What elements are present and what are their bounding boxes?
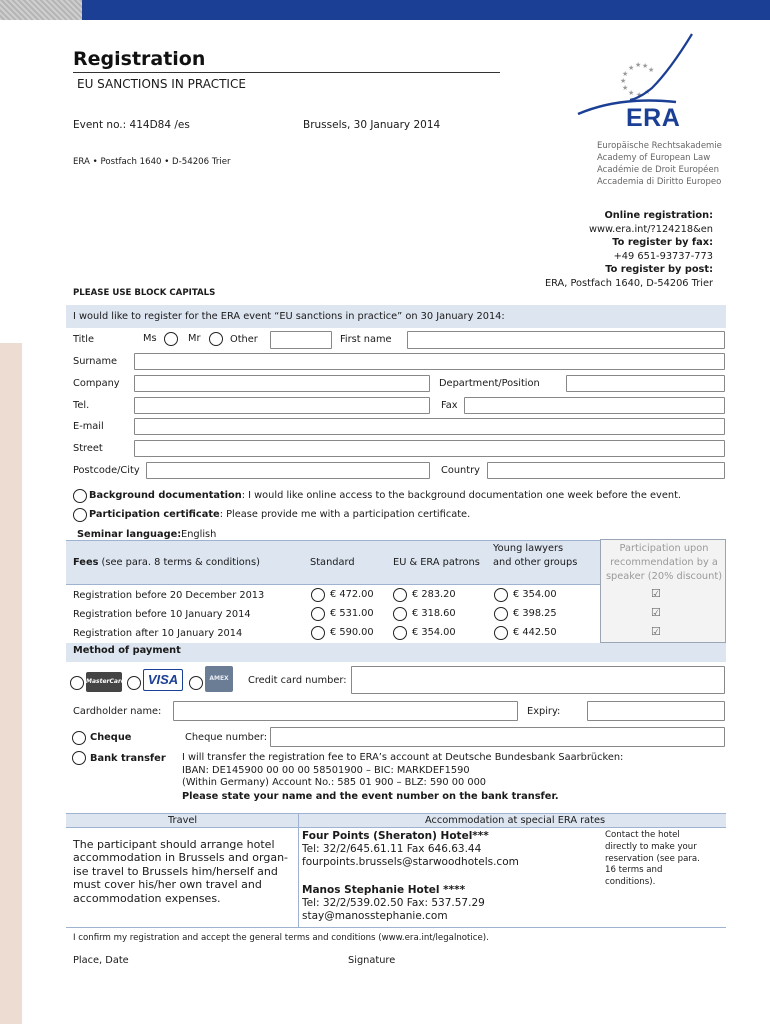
company-label: Company (73, 378, 120, 389)
first-name-input[interactable] (407, 331, 725, 349)
confirm-text: I confirm my registration and accept the general terms and conditions (www.era.int/legalnotice). (73, 933, 489, 943)
svg-text:★: ★ (642, 62, 649, 70)
ms-label: Ms (143, 333, 157, 344)
event-subtitle: EU SANCTIONS IN PRACTICE (77, 77, 246, 91)
amex-logo: AMEX (205, 666, 233, 692)
fee-row-3-standard: € 590.00 (330, 627, 374, 638)
certificate-radio[interactable] (73, 508, 87, 522)
cheque-radio[interactable] (72, 731, 86, 745)
postcode-input[interactable] (146, 462, 430, 479)
fee-row-2-standard-radio[interactable] (311, 607, 325, 621)
bank-transfer-radio[interactable] (72, 751, 86, 765)
fees-col-young-2: and other groups (493, 557, 578, 568)
header-blue-bar (82, 0, 770, 20)
amex-radio[interactable] (189, 676, 203, 690)
svg-text:★: ★ (628, 64, 635, 72)
certificate-text: Participation certificate: Please provide me with a participation certificate. (89, 509, 471, 520)
fax-label: To register by fax: (612, 237, 713, 249)
svg-text:★: ★ (636, 91, 643, 99)
post-address: ERA, Postfach 1640, D-54206 Trier (544, 277, 713, 289)
fee-row-3-standard-radio[interactable] (311, 626, 325, 640)
tel-input[interactable] (134, 397, 430, 414)
street-label: Street (73, 443, 103, 454)
cardholder-input[interactable] (173, 701, 518, 721)
title-divider (73, 72, 500, 73)
other-label: Other (230, 334, 258, 345)
fee-row-3-young-radio[interactable] (494, 626, 508, 640)
era-logo-subtitle: Europäische Rechtsakademie Academy of European Law Académie de Droit Européen Accademia di Diritto Europeo (597, 141, 722, 187)
country-input[interactable] (487, 462, 725, 479)
cheque-number-input[interactable] (270, 727, 725, 747)
fee-row-2-checkbox[interactable]: ☑ (651, 606, 661, 619)
fee-row-1-label: Registration before 20 December 2013 (73, 590, 265, 601)
department-input[interactable] (566, 375, 725, 392)
fee-row-1-young-radio[interactable] (494, 588, 508, 602)
cardholder-label: Cardholder name: (73, 706, 162, 717)
svg-text:★: ★ (628, 89, 635, 97)
street-input[interactable] (134, 440, 725, 457)
fee-row-1-standard: € 472.00 (330, 589, 374, 600)
hotel-four-points-email: fourpoints.brussels@starwoodhotels.com (302, 856, 519, 868)
travel-text: The participant should arrange hotel accommodation in Brussels and organ- ise travel to Brussels him/herself and must cover his/her own travel and accommodation expenses. (73, 838, 289, 905)
seminar-language-label: Seminar language: (77, 529, 182, 540)
fax-label-field: Fax (441, 400, 458, 411)
era-address: ERA • Postfach 1640 • D-54206 Trier (73, 157, 231, 167)
svg-text:★: ★ (622, 84, 629, 92)
svg-text:★: ★ (635, 61, 642, 69)
online-label: Online registration: (604, 210, 713, 221)
fax-number: +49 651-93737-773 (613, 250, 713, 262)
fee-row-2-young-radio[interactable] (494, 607, 508, 621)
hotel-manos-stephanie: Manos Stephanie Hotel **** Tel: 32/2/539.02.50 Fax: 537.57.29 stay@manosstephanie.com (302, 884, 485, 922)
tel-label: Tel. (73, 400, 90, 411)
fee-row-3-young: € 442.50 (513, 627, 557, 638)
other-title-input[interactable] (270, 331, 332, 349)
hotel-four-points: Four Points (Sheraton) Hotel*** Tel: 32/2/645.61.11 Fax 646.63.44 fourpoints.brussels@starwoodhotels.com (302, 830, 519, 868)
svg-text:★: ★ (644, 88, 651, 96)
title-label: Title (73, 334, 94, 345)
post-label: To register by post: (605, 264, 713, 276)
mr-radio[interactable] (209, 332, 223, 346)
fees-header-label: Fees (see para. 8 terms & conditions) (73, 557, 260, 568)
expiry-input[interactable] (587, 701, 725, 721)
fax-input[interactable] (464, 397, 725, 414)
bank-transfer-label: Bank transfer (90, 753, 166, 764)
fees-col-young-1: Young lawyers (493, 543, 564, 554)
surname-label: Surname (73, 356, 118, 367)
fees-col-participation: Participation upon recommendation by a speaker (20% discount) (605, 543, 723, 582)
fee-row-1-young: € 354.00 (513, 589, 557, 600)
fee-row-1-patrons: € 283.20 (412, 589, 456, 600)
surname-input[interactable] (134, 353, 725, 370)
block-capitals-note: PLEASE USE BLOCK CAPITALS (73, 288, 216, 298)
signature-label: Signature (348, 955, 396, 966)
visa-logo: VISA (143, 669, 183, 691)
svg-text:★: ★ (620, 77, 627, 85)
side-color-strip (0, 343, 22, 1024)
payment-header: Method of payment (73, 645, 181, 656)
fees-col-standard: Standard (310, 557, 355, 568)
travel-table-bottom-line (66, 927, 726, 928)
cheque-number-label: Cheque number: (185, 732, 268, 743)
fee-row-1-checkbox[interactable]: ☑ (651, 587, 661, 600)
background-doc-text: Background documentation: I would like online access to the background documentation one week before the event. (89, 490, 682, 501)
page-title: Registration (73, 48, 206, 70)
credit-card-number-input[interactable] (351, 666, 725, 694)
travel-table-divider (298, 813, 299, 927)
fee-row-2-young: € 398.25 (513, 608, 557, 619)
seminar-language-value: English (181, 529, 217, 540)
ms-radio[interactable] (164, 332, 178, 346)
accommodation-note: Contact the hotel directly to make your reservation (see para. 16 terms and conditions). (605, 830, 700, 888)
fee-row-2-patrons-radio[interactable] (393, 607, 407, 621)
event-number: Event no.: 414D84 /es (73, 119, 190, 131)
svg-text:★: ★ (648, 66, 655, 74)
travel-table-header-band (66, 813, 726, 828)
email-input[interactable] (134, 418, 725, 435)
country-label: Country (441, 465, 480, 476)
visa-radio[interactable] (127, 676, 141, 690)
expiry-label: Expiry: (527, 706, 561, 717)
department-label: Department/Position (439, 378, 540, 389)
hotel-manos-email: stay@manosstephanie.com (302, 910, 448, 922)
mr-label: Mr (188, 333, 201, 344)
online-url[interactable]: www.era.int/?124218&en (589, 223, 713, 235)
fee-row-3-patrons: € 354.00 (412, 627, 456, 638)
mastercard-radio[interactable] (70, 676, 84, 690)
place-date-label: Place, Date (73, 955, 129, 966)
fee-row-3-label: Registration after 10 January 2014 (73, 628, 243, 639)
fee-row-1-patrons-radio[interactable] (393, 588, 407, 602)
fee-row-3-checkbox[interactable]: ☑ (651, 625, 661, 638)
fee-row-3-patrons-radio[interactable] (393, 626, 407, 640)
era-logo-text: ERA (626, 104, 681, 132)
fee-row-2-standard: € 531.00 (330, 608, 374, 619)
cheque-label: Cheque (90, 732, 132, 743)
fee-row-1-standard-radio[interactable] (311, 588, 325, 602)
registration-contact (540, 209, 713, 291)
header-pattern-bar (0, 0, 82, 20)
registration-intro: I would like to register for the ERA event “EU sanctions in practice” on 30 January 2014: (73, 311, 505, 322)
event-place-date: Brussels, 30 January 2014 (303, 119, 441, 131)
first-name-label: First name (340, 334, 392, 345)
accommodation-header: Accommodation at special ERA rates (425, 815, 606, 826)
bank-transfer-details: I will transfer the registration fee to ERA’s account at Deutsche Bundesbank Saarbrücken: IBAN: DE145900 00 00 00 58501900 – BIC: MARKDEF1590 (Within Germany) Account No.: 585 01 900 – BLZ: 590 00 000 Please state your name and the event number on the bank transfer. (182, 752, 624, 802)
postcode-label: Postcode/City (73, 465, 140, 476)
stars-icon (620, 61, 654, 99)
email-label: E-mail (73, 421, 104, 432)
company-input[interactable] (134, 375, 430, 392)
mastercard-logo: MasterCard (86, 672, 122, 692)
svg-text:★: ★ (622, 70, 629, 78)
credit-card-number-label: Credit card number: (248, 675, 347, 686)
fee-row-2-label: Registration before 10 January 2014 (73, 609, 251, 620)
fee-row-2-patrons: € 318.60 (412, 608, 456, 619)
background-doc-radio[interactable] (73, 489, 87, 503)
fees-col-patrons: EU & ERA patrons (393, 557, 480, 568)
travel-header: Travel (168, 815, 198, 826)
